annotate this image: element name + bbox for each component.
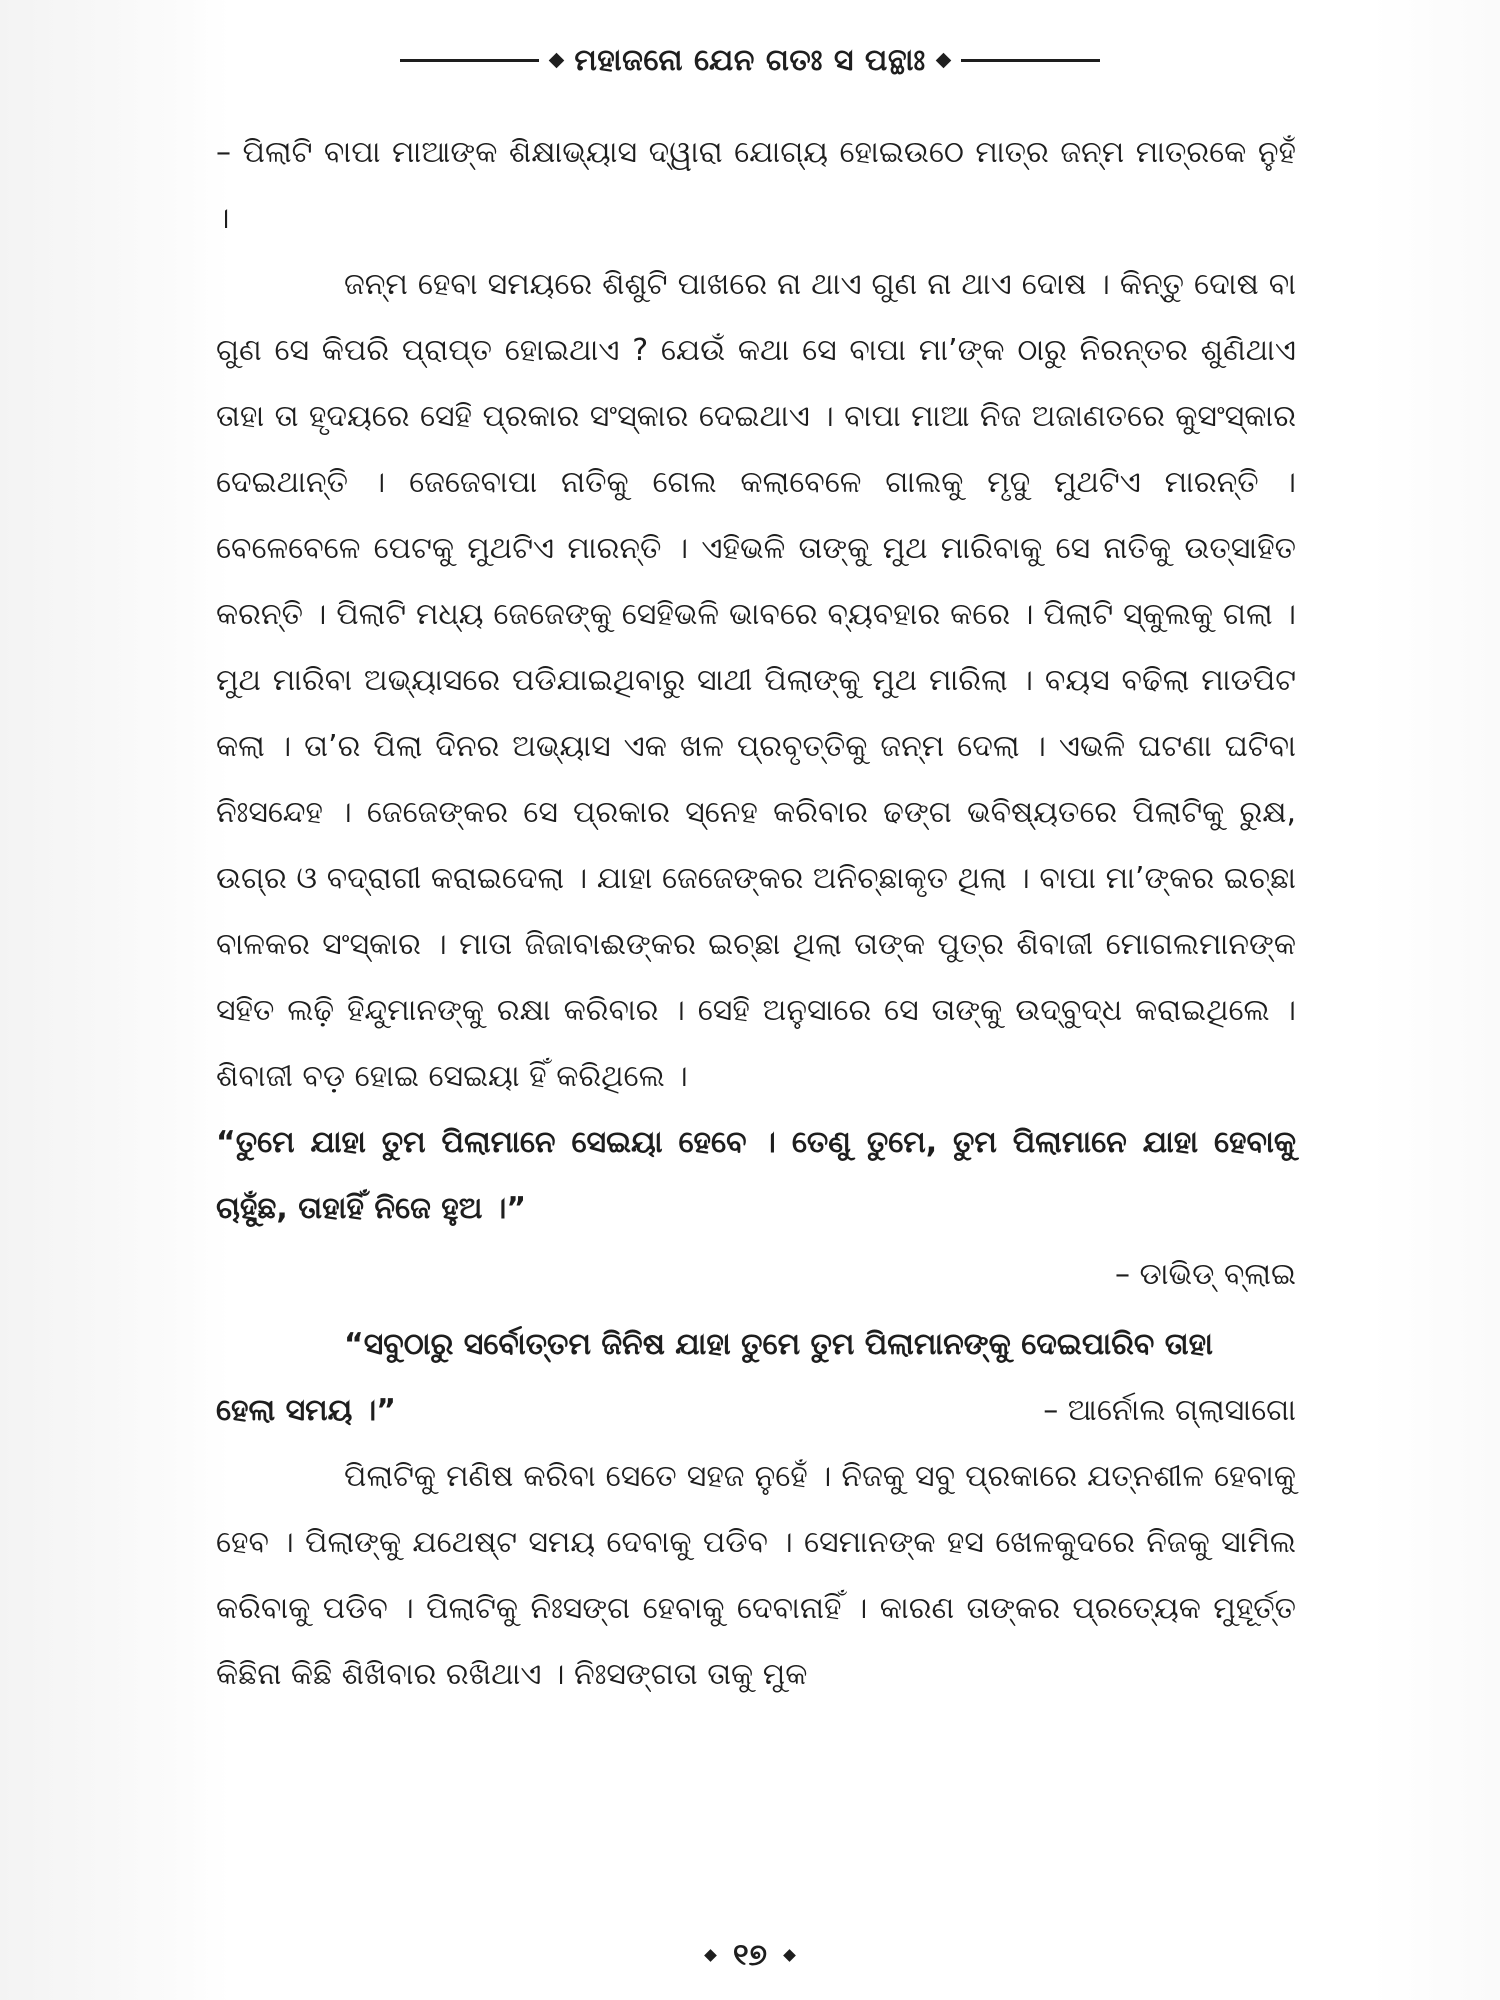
header-rule-right	[961, 59, 1100, 62]
quote-david-bly: “ତୁମେ ଯାହା ତୁମ ପିଲାମାନେ ସେଇୟା ହେବେ । ତେଣୁ ତୁମେ, ତୁମ ପିଲାମାନେ ଯାହା ହେବାକୁ ଚାହୁଁଛ, ତାହାହିଁ ନିଜେ ହୁଅ ।”	[216, 1125, 1296, 1226]
page-footer	[0, 1935, 1500, 1975]
paragraph-opening: – ପିଲାଟି ବାପା ମାଆଙ୍କ ଶିକ୍ଷାଭ୍ୟାସ ଦ୍ୱାରା ଯୋଗ୍ୟ ହୋଇଉଠେ ମାତ୍ର ଜନ୍ମ ମାତ୍ରକେ ନୁହଁ ।	[216, 135, 1296, 236]
page-number: ୧୭	[733, 1937, 767, 1973]
body-text	[216, 120, 1296, 1708]
running-header	[400, 40, 1100, 80]
header-title: ମହାଜନୋ ଯେନ ଗତଃ ସ ପନ୍ଥାଃ	[574, 42, 926, 78]
quote-author-david-bly: – ଡାଭିଡ୍ ବ୍ଲାଇ	[1114, 1257, 1296, 1292]
header-rule-left	[400, 59, 539, 62]
paragraph-closing: ପିଲାଟିକୁ ମଣିଷ କରିବା ସେତେ ସହଜ ନୁହେଁ । ନିଜକୁ ସବୁ ପ୍ରକାରେ ଯତ୍ନଶୀଳ ହେବାକୁ ହେବ । ପିଲାଙ୍କୁ ଯଥେଷ୍ଟ ସମୟ ଦେବାକୁ ପଡିବ । ସେମାନଙ୍କ ହସ ଖେଳକୁଦରେ ନିଜକୁ ସାମିଲ କରିବାକୁ ପଡିବ । ପିଲାଟିକୁ ନିଃସଙ୍ଗ ହେବାକୁ ଦେବାନାହିଁ । କାରଣ ତାଙ୍କର ପ୍ରତ୍ୟେକ ମୁହୂର୍ତ୍ତ କିଛିନା କିଛି ଶିଖିବାର ରଖିଥାଏ । ନିଃସଙ୍ଗତା ତାକୁ ମୁକ	[216, 1459, 1296, 1692]
quote-author-arnold-glasgow: – ଆର୍ନୋଲ ଗ୍ଲାସାଗୋ	[1043, 1393, 1296, 1428]
quote-arnold-glasgow-line1: “ସବୁଠାରୁ ସର୍ବୋତ୍ତମ ଜିନିଷ ଯାହା ତୁମେ ତୁମ ପିଲାମାନଙ୍କୁ ଦେଇପାରିବ ତାହା	[344, 1327, 1213, 1362]
diamond-ornament-icon	[549, 52, 565, 68]
diamond-ornament-icon	[783, 1949, 796, 1962]
quote-arnold-glasgow-line2: ହେଲା ସମୟ ।”	[216, 1393, 397, 1428]
diamond-ornament-icon	[935, 52, 951, 68]
quote-arnold-glasgow-last-line	[216, 1378, 1296, 1444]
diamond-ornament-icon	[704, 1949, 717, 1962]
paragraph-main: ଜନ୍ମ ହେବା ସମୟରେ ଶିଶୁଟି ପାଖରେ ନା ଥାଏ ଗୁଣ ନା ଥାଏ ଦୋଷ । କିନ୍ତୁ ଦୋଷ ବା ଗୁଣ ସେ କିପରି ପ୍ରାପ୍ତ ହୋଇଥାଏ ? ଯେଉଁ କଥା ସେ ବାପା ମା’ଙ୍କ ଠାରୁ ନିରନ୍ତର ଶୁଣିଥାଏ ତାହା ତା ହୃଦୟରେ ସେହି ପ୍ରକାର ସଂସ୍କାର ଦେଇଥାଏ । ବାପା ମାଆ ନିଜ ଅଜାଣତରେ କୁସଂସ୍କାର ଦେଇଥାନ୍ତି । ଜେଜେବାପା ନାତିକୁ ଗେଲ କଲାବେଳେ ଗାଲକୁ ମୃଦୁ ମୁଥଟିଏ ମାରନ୍ତି । ବେଳେବେଳେ ପେଟକୁ ମୁଥଟିଏ ମାରନ୍ତି । ଏହିଭଳି ତାଙ୍କୁ ମୁଥ ମାରିବାକୁ ସେ ନାତିକୁ ଉତ୍ସାହିତ କରନ୍ତି । ପିଲାଟି ମଧ୍ୟ ଜେଜେଙ୍କୁ ସେହିଭଳି ଭାବରେ ବ୍ୟବହାର କରେ । ପିଲାଟି ସ୍କୁଲକୁ ଗଲା । ମୁଥ ମାରିବା ଅଭ୍ୟାସରେ ପଡିଯାଇଥିବାରୁ ସାଥୀ ପିଲାଙ୍କୁ ମୁଥ ମାରିଲା । ବୟସ ବଢିଲା ମାଡପିଟ କଲା । ତା’ର ପିଲା ଦିନର ଅଭ୍ୟାସ ଏକ ଖଳ ପ୍ରବୃତ୍ତିକୁ ଜନ୍ମ ଦେଲା । ଏଭଳି ଘଟଣା ଘଟିବା ନିଃସନ୍ଦେହ । ଜେଜେଙ୍କର ସେ ପ୍ରକାର ସ୍ନେହ କରିବାର ଢଙ୍ଗ ଭବିଷ୍ୟତରେ ପିଲାଟିକୁ ରୁକ୍ଷ, ଉଗ୍ର ଓ ବଦ୍‌ରାଗୀ କରାଇଦେଲା । ଯାହା ଜେଜେଙ୍କର ଅନିଚ୍ଛାକୃତ ଥିଲା । ବାପା ମା’ଙ୍କର ଇଚ୍ଛା ବାଳକର ସଂସ୍କାର । ମାତା ଜିଜାବାଈଙ୍କର ଇଚ୍ଛା ଥିଲା ତାଙ୍କ ପୁତ୍ର ଶିବାଜୀ ମୋଗଲମାନଙ୍କ ସହିତ ଲଢ଼ି ହିନ୍ଦୁମାନଙ୍କୁ ରକ୍ଷା କରିବାର । ସେହି ଅନୁସାରେ ସେ ତାଙ୍କୁ ଉଦ୍‌ବୁଦ୍ଧ କରାଇଥିଲେ । ଶିବାଜୀ ବଡ଼ ହୋଇ ସେଇୟା ହିଁ କରିଥିଲେ ।	[216, 267, 1296, 1094]
